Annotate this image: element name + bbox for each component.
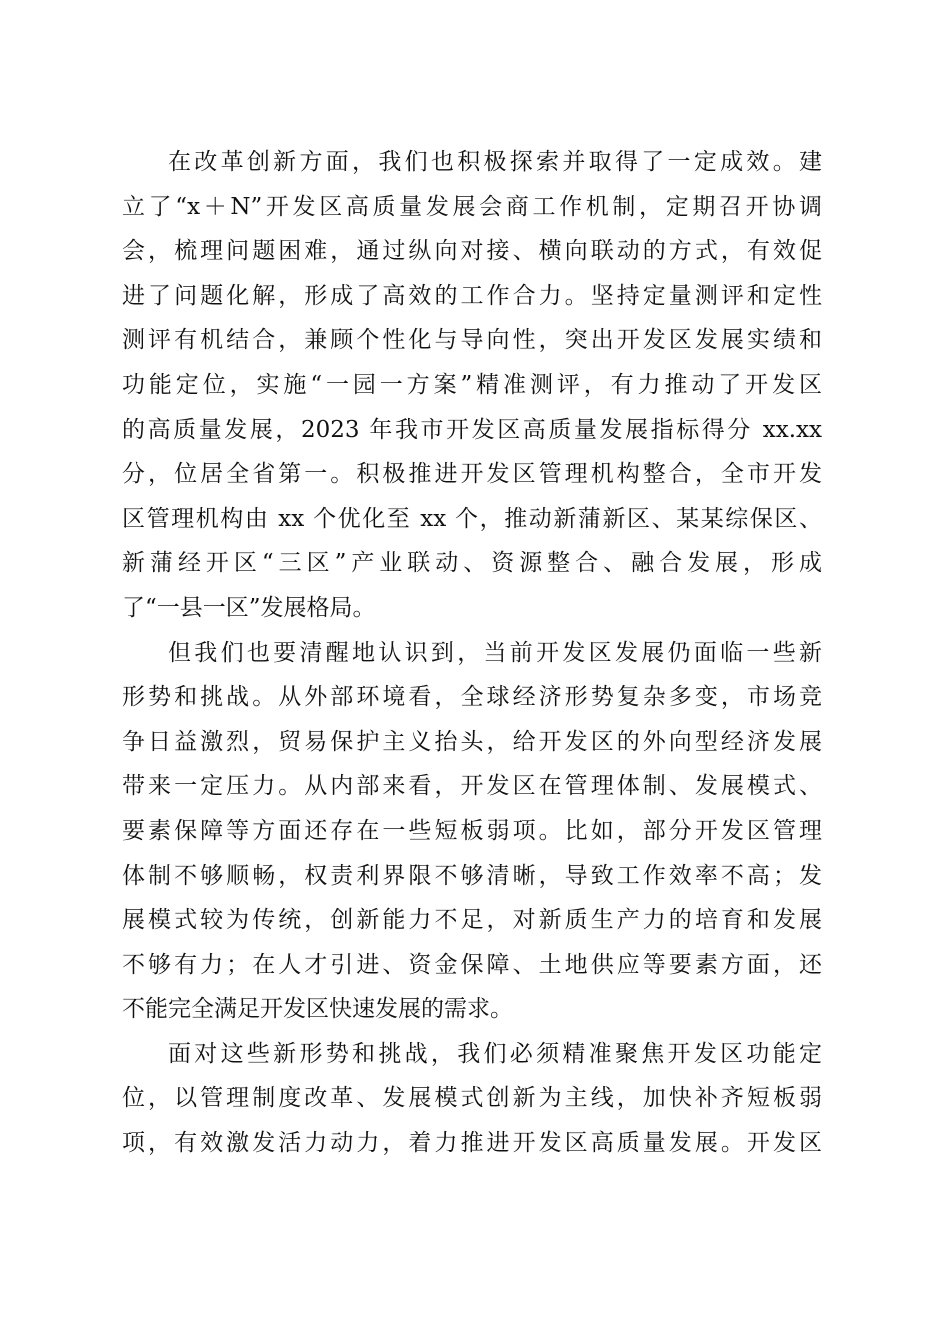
paragraph-line: 在改革创新方面，我们也积极探索并取得了一定成效。建 — [168, 149, 822, 175]
paragraph-line: 了“一县一区”发展格局。 — [122, 594, 376, 621]
paragraph-line: 进了问题化解，形成了高效的工作合力。坚持定量测评和定性 — [122, 282, 822, 309]
paragraph-line: 位，以管理制度改革、发展模式创新为主线，加快补齐短板弱 — [122, 1085, 822, 1112]
paragraph-line: 立了“x＋N”开发区高质量发展会商工作机制，定期召开协调 — [122, 193, 822, 220]
paragraph-line: 测评有机结合，兼顾个性化与导向性，突出开发区发展实绩和 — [122, 327, 822, 354]
paragraph-line: 区管理机构由 xx 个优化至 xx 个，推动新蒲新区、某某综保区、 — [122, 505, 822, 532]
paragraph-line: 要素保障等方面还存在一些短板弱项。比如，部分开发区管理 — [122, 817, 822, 844]
paragraph-line: 但我们也要清醒地认识到，当前开发区发展仍面临一些新 — [168, 639, 822, 666]
paragraph-line: 形势和挑战。从外部环境看，全球经济形势复杂多变，市场竞 — [122, 684, 822, 711]
paragraph-reform-innovation — [122, 140, 822, 631]
paragraph-line: 带来一定压力。从内部来看，开发区在管理体制、发展模式、 — [122, 773, 822, 800]
paragraph-challenges — [122, 631, 822, 1032]
body-text — [122, 140, 822, 1166]
paragraph-line: 展模式较为传统，创新能力不足，对新质生产力的培育和发展 — [122, 907, 822, 934]
paragraph-line: 功能定位，实施“一园一方案”精准测评，有力推动了开发区 — [122, 371, 822, 398]
paragraph-line: 的高质量发展，2023 年我市开发区高质量发展指标得分 xx.xx — [122, 416, 822, 443]
paragraph-line: 新蒲经开区“三区”产业联动、资源整合、融合发展，形成 — [122, 550, 822, 577]
paragraph-response — [122, 1032, 822, 1166]
paragraph-line: 项，有效激发活力动力，着力推进开发区高质量发展。开发区 — [122, 1130, 822, 1157]
paragraph-line: 分，位居全省第一。积极推进开发区管理机构整合，全市开发 — [122, 461, 822, 488]
paragraph-line: 争日益激烈，贸易保护主义抬头，给开发区的外向型经济发展 — [122, 728, 822, 755]
paragraph-line: 面对这些新形势和挑战，我们必须精准聚焦开发区功能定 — [168, 1040, 822, 1067]
paragraph-line: 会，梳理问题困难，通过纵向对接、横向联动的方式，有效促 — [122, 238, 822, 265]
paragraph-line: 不能完全满足开发区快速发展的需求。 — [122, 996, 513, 1023]
paragraph-line: 体制不够顺畅，权责利界限不够清晰，导致工作效率不高；发 — [122, 862, 822, 889]
paragraph-line: 不够有力；在人才引进、资金保障、土地供应等要素方面，还 — [122, 951, 822, 978]
